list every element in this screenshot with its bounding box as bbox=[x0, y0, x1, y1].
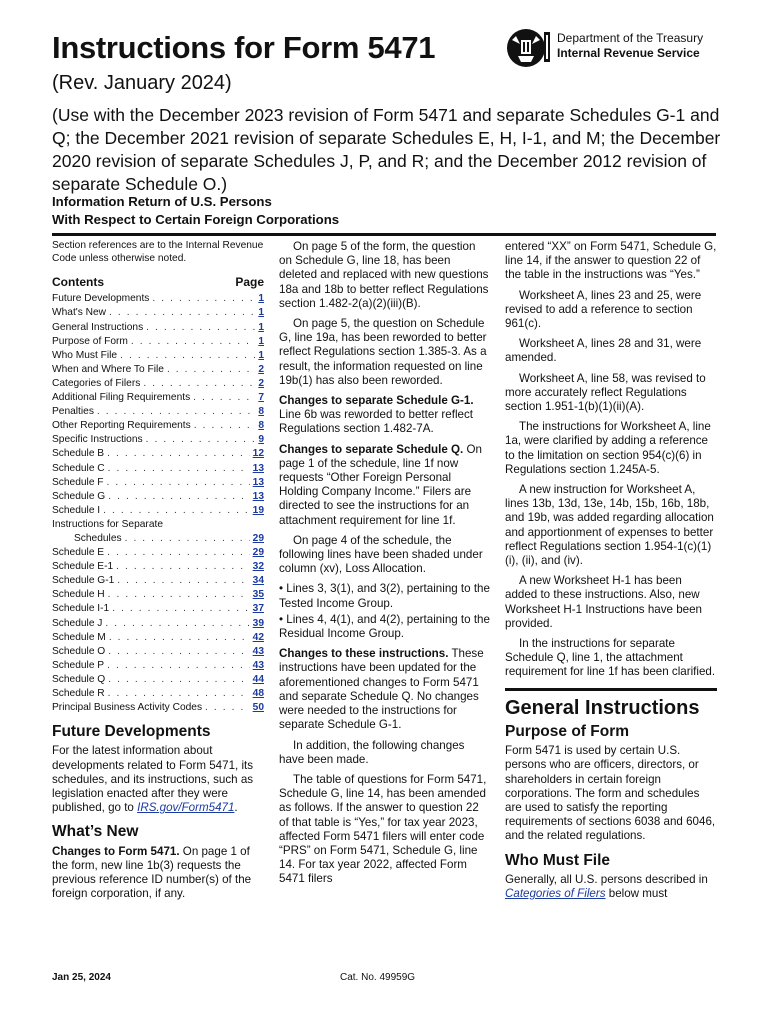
toc-item-label: Specific Instructions bbox=[52, 434, 143, 446]
toc-page-link[interactable]: 29 bbox=[252, 547, 264, 559]
irs-gov-form5471-link[interactable]: IRS.gov/Form5471 bbox=[137, 801, 235, 815]
toc-item[interactable] bbox=[52, 574, 264, 588]
toc-leader-dots bbox=[167, 363, 255, 377]
toc-item-label: Categories of Filers bbox=[52, 377, 141, 389]
toc-item[interactable] bbox=[52, 645, 264, 659]
toc-leader-dots bbox=[131, 335, 255, 349]
footer-catalog-number: Cat. No. 49959G bbox=[340, 972, 416, 983]
toc-item-label: Schedule F bbox=[52, 476, 104, 488]
toc-item-separate-schedules-heading: Instructions for Separate bbox=[52, 518, 163, 530]
toc-page-link[interactable]: 29 bbox=[252, 532, 264, 544]
toc-item-label: Schedule M bbox=[52, 631, 106, 643]
toc-page-link[interactable]: 13 bbox=[252, 462, 264, 474]
toc-leader-dots bbox=[108, 588, 250, 602]
toc-leader-dots bbox=[117, 574, 249, 588]
toc-page-link[interactable]: 43 bbox=[252, 645, 264, 657]
schedule-q-paragraph bbox=[279, 443, 491, 528]
toc-item-label: Penalties bbox=[52, 406, 94, 418]
who-text: Generally, all U.S. persons described in bbox=[505, 872, 708, 886]
section-references-note: Section references are to the Internal Revenue Code unless otherwise noted. bbox=[52, 240, 264, 264]
toc-item[interactable] bbox=[52, 377, 264, 391]
future-end: . bbox=[234, 801, 238, 815]
toc-item[interactable] bbox=[52, 335, 264, 349]
toc-item[interactable] bbox=[52, 687, 264, 701]
toc-page-link[interactable]: 13 bbox=[252, 476, 264, 488]
toc-leader-dots bbox=[116, 560, 249, 574]
bullet-item: • Lines 4, 4(1), and 4(2), pertaining to the Residual Income Group. bbox=[279, 612, 490, 641]
toc-item-label: Other Reporting Requirements bbox=[52, 420, 191, 432]
general-instructions-heading: General Instructions bbox=[505, 688, 717, 715]
toc-page-link[interactable]: 32 bbox=[252, 561, 264, 573]
toc-page-link[interactable]: 1 bbox=[258, 349, 264, 361]
toc-item[interactable] bbox=[52, 349, 264, 363]
who-end: below must bbox=[605, 886, 668, 900]
toc-page-link[interactable]: 7 bbox=[258, 392, 264, 404]
toc-item[interactable] bbox=[52, 405, 264, 419]
toc-page-link[interactable]: 2 bbox=[258, 377, 264, 389]
toc-item-label: Principal Business Activity Codes bbox=[52, 702, 203, 714]
paragraph: A new Worksheet H-1 has been added to these instructions. Also, new Worksheet H-1 Instructions have been provided. bbox=[505, 574, 702, 630]
page-label: Page bbox=[235, 275, 264, 290]
toc-page-link[interactable]: 2 bbox=[258, 363, 264, 375]
toc-item-label: Additional Filing Requirements bbox=[52, 392, 191, 404]
toc-page-link[interactable]: 1 bbox=[258, 307, 264, 319]
footer-date: Jan 25, 2024 bbox=[52, 972, 111, 983]
toc-item[interactable] bbox=[52, 391, 264, 405]
toc-page-link[interactable]: 39 bbox=[252, 617, 264, 629]
toc-leader-dots bbox=[108, 673, 249, 687]
toc-item-label: Schedule I bbox=[52, 504, 101, 516]
toc-leader-dots bbox=[108, 687, 250, 701]
toc-item[interactable] bbox=[52, 321, 264, 335]
paragraph: Worksheet A, lines 23 and 25, were revised to add a reference to section 961(c). bbox=[505, 288, 702, 331]
purpose-of-form-text: Form 5471 is used by certain U.S. persons who are officers, directors, or shareholders in certain foreign corporations. The form and schedules are used to satisfy the reporting requirements of sections 6038 and 6046, and the related regulations. bbox=[505, 744, 716, 843]
schedule-g1-lead: Changes to separate Schedule G-1. bbox=[279, 394, 474, 408]
toc-item[interactable] bbox=[52, 546, 264, 560]
subtitle-line-1: Information Return of U.S. Persons bbox=[52, 194, 272, 209]
instructions-changes-paragraph bbox=[279, 647, 491, 732]
toc-page-link[interactable]: 1 bbox=[258, 293, 264, 305]
toc-leader-dots bbox=[146, 433, 256, 447]
toc-leader-dots bbox=[152, 292, 255, 306]
toc-page-link[interactable]: 43 bbox=[252, 659, 264, 671]
toc-page-link[interactable]: 35 bbox=[252, 589, 264, 601]
toc-page-link[interactable]: 12 bbox=[252, 448, 264, 460]
toc-leader-dots bbox=[97, 405, 255, 419]
page-title: Instructions for Form 5471 bbox=[52, 30, 436, 65]
toc-item[interactable] bbox=[52, 462, 264, 476]
subtitle-line-2: With Respect to Certain Foreign Corporations bbox=[52, 212, 340, 227]
agency-name: Department of the Treasury bbox=[557, 31, 704, 45]
toc-leader-dots bbox=[107, 659, 250, 673]
toc-item[interactable] bbox=[52, 363, 264, 377]
toc-item-label: Schedule Q bbox=[52, 673, 106, 685]
agency-subname: Internal Revenue Service bbox=[557, 46, 700, 60]
column-2 bbox=[279, 240, 491, 893]
who-must-file-text bbox=[505, 873, 717, 901]
who-must-file-heading: Who Must File bbox=[505, 851, 611, 869]
paragraph: Worksheet A, line 58, was revised to more accurately reflect Regulations section 1.951-1(b)(1)(ii)(A). bbox=[505, 371, 706, 414]
toc-item-label: Schedule G bbox=[52, 490, 106, 502]
toc-item-label: Schedule P bbox=[52, 659, 105, 671]
future-text: For the latest information about developments related to Form 5471, its schedules, and its instructions, such as legislation enacted after they were published, go to bbox=[52, 744, 254, 815]
toc-page-link[interactable]: 9 bbox=[258, 434, 264, 446]
paragraph: In the instructions for separate Schedule Q, line 1, the attachment requirement for line 1f has been clarified. bbox=[505, 637, 716, 679]
toc-item[interactable] bbox=[52, 631, 264, 645]
column-1 bbox=[52, 240, 264, 907]
toc-page-link[interactable]: 48 bbox=[252, 688, 264, 700]
instructions-changes-text: These instructions have been updated for the aforementioned changes to Form 5471 and separate Schedule Q. No changes were needed to the instructions for separate Schedule G-1. bbox=[279, 647, 484, 732]
toc-item-label: Who Must File bbox=[52, 349, 118, 361]
toc-item-label: When and Where To File bbox=[52, 363, 164, 375]
schedule-q-text: On page 1 of the schedule, line 1f now requests “Other Foreign Personal Holding Company Income.” Filers are directed to see the instructions for an attachment requirement for line 1f. bbox=[279, 442, 482, 527]
toc-item[interactable] bbox=[52, 659, 264, 673]
toc-item[interactable] bbox=[52, 306, 264, 320]
toc-leader-dots bbox=[108, 490, 249, 504]
paragraph: On page 4 of the schedule, the following lines have been shaded under column (xv), Loss Allocation. bbox=[279, 533, 483, 576]
toc-leader-dots bbox=[194, 419, 256, 433]
toc-item[interactable] bbox=[52, 560, 264, 574]
whats-new-heading: What’s New bbox=[52, 823, 139, 841]
toc-item-label: Schedule B bbox=[52, 448, 105, 460]
toc-item[interactable] bbox=[52, 292, 264, 306]
future-developments-heading: Future Developments bbox=[52, 723, 211, 741]
toc-item-label: Purpose of Form bbox=[52, 335, 128, 347]
paragraph: In addition, the following changes have been made. bbox=[279, 738, 465, 766]
paragraph: On page 5, the question on Schedule G, line 19a, has been reworded to better reflect Regulations section 1.385-3. As a result, the information requested on line 19b(1) has also been reworded. bbox=[279, 317, 487, 387]
schedule-g1-text: Line 6b was reworded to better reflect Regulations section 1.482-7A. bbox=[279, 408, 473, 436]
toc-page-link[interactable]: 1 bbox=[258, 335, 264, 347]
categories-of-filers-link[interactable]: Categories of Filers bbox=[505, 886, 606, 900]
toc-leader-dots bbox=[143, 377, 255, 391]
toc-item[interactable] bbox=[52, 673, 264, 687]
purpose-of-form-heading: Purpose of Form bbox=[505, 722, 630, 740]
toc-leader-dots bbox=[125, 532, 250, 546]
toc-item[interactable] bbox=[52, 617, 264, 631]
revision-use-note: (Use with the December 2023 revision of Form 5471 and separate Schedules G-1 and Q; the December 2021 revision of separate Schedules E, H, I-1, and M; the December 2020 revision of separate Schedules J, P, and R; and the December 2012 revision of separate Schedule O.) bbox=[52, 105, 721, 194]
contents-label: Contents bbox=[52, 275, 104, 290]
irs-eagle-logo-icon bbox=[504, 26, 552, 70]
future-developments-text bbox=[52, 744, 264, 815]
toc-item[interactable] bbox=[52, 532, 264, 546]
toc-item[interactable] bbox=[52, 602, 264, 616]
changes-form-lead: Changes to Form 5471. bbox=[52, 844, 180, 858]
toc-leader-dots bbox=[105, 617, 249, 631]
toc-item[interactable] bbox=[52, 447, 264, 461]
revision-date: (Rev. January 2024) bbox=[52, 72, 232, 94]
toc-page-link[interactable]: 50 bbox=[252, 702, 264, 714]
toc-item-label: What's New bbox=[52, 307, 107, 319]
toc-item-label: Schedule E bbox=[52, 547, 105, 559]
paragraph: entered “XX” on Form 5471, Schedule G, line 14, if the answer to question 22 of the table in the instructions was “Yes.” bbox=[505, 240, 717, 282]
toc-item[interactable] bbox=[52, 504, 264, 518]
toc-item[interactable] bbox=[52, 701, 264, 715]
paragraph: The table of questions for Form 5471, Schedule G, line 14, has been amended as follows. If the answer to question 22 of that table is “Yes,” for tax year 2023, affected Form 5471 filers will enter code “PRS” on Form 5471, Schedule G, line 14. For tax year 2022, affected Form 5471 filers bbox=[279, 772, 487, 886]
schedule-g1-paragraph bbox=[279, 394, 491, 437]
toc-header bbox=[52, 275, 264, 289]
toc-page-link[interactable]: 34 bbox=[252, 575, 264, 587]
toc-leader-dots bbox=[107, 447, 250, 461]
bullet-item: • Lines 3, 3(1), and 3(2), pertaining to the Tested Income Group. bbox=[279, 582, 490, 610]
toc-item[interactable] bbox=[52, 490, 264, 504]
toc-leader-dots bbox=[146, 321, 255, 335]
toc-page-link[interactable]: 42 bbox=[252, 631, 264, 643]
toc-leader-dots bbox=[108, 645, 249, 659]
toc-leader-dots bbox=[205, 701, 250, 715]
toc-item[interactable] bbox=[52, 433, 264, 447]
toc-item-label: Schedule J bbox=[52, 617, 103, 629]
form-subtitle bbox=[52, 193, 339, 229]
toc-page-link[interactable]: 13 bbox=[252, 490, 264, 502]
toc-page-link[interactable]: 19 bbox=[252, 504, 264, 516]
toc-leader-dots bbox=[112, 602, 249, 616]
toc-leader-dots bbox=[109, 631, 250, 645]
toc-leader-dots bbox=[107, 476, 250, 490]
toc-leader-dots bbox=[120, 349, 255, 363]
toc-page-link[interactable]: 8 bbox=[258, 420, 264, 432]
schedule-q-lead: Changes to separate Schedule Q. bbox=[279, 442, 464, 456]
toc-item[interactable] bbox=[52, 476, 264, 490]
paragraph: A new instruction for Worksheet A, lines 13b, 13d, 13e, 14b, 15b, 16b, 18b, and 19b, was added regarding allocation and apportionment of expenses to better reflect Regulations section 1.954-1(c)(1)(i), (ii), and (iv). bbox=[505, 483, 714, 568]
toc-item-label: Schedules bbox=[74, 532, 122, 544]
paragraph: Worksheet A, lines 28 and 31, were amended. bbox=[505, 337, 702, 365]
paragraph: The instructions for Worksheet A, line 1a, were clarified by adding a reference to the limitation on section 954(c)(6) in Regulations section 1.245A-5. bbox=[505, 420, 711, 476]
toc-item-label: General Instructions bbox=[52, 321, 144, 333]
changes-form-text: On page 1 of the form, new line 1b(3) requests the previous reference ID number(s) of the foreign corporation, if any. bbox=[52, 844, 252, 901]
toc-item-label: Schedule O bbox=[52, 645, 106, 657]
toc-leader-dots bbox=[109, 306, 255, 320]
toc-item-label: Schedule H bbox=[52, 589, 105, 601]
toc-page-link[interactable]: 8 bbox=[258, 406, 264, 418]
toc-item-label: Schedule R bbox=[52, 688, 105, 700]
toc-page-link[interactable]: 44 bbox=[252, 673, 264, 685]
table-of-contents-separate bbox=[52, 546, 264, 715]
toc-item-label: Schedule I-1 bbox=[52, 603, 110, 615]
toc-page-link[interactable]: 37 bbox=[252, 603, 264, 615]
toc-item-label: Future Developments bbox=[52, 293, 150, 305]
toc-page-link[interactable]: 1 bbox=[258, 321, 264, 333]
toc-item[interactable] bbox=[52, 588, 264, 602]
toc-leader-dots bbox=[193, 391, 255, 405]
instructions-changes-lead: Changes to these instructions. bbox=[279, 647, 449, 661]
toc-leader-dots bbox=[107, 546, 250, 560]
toc-leader-dots bbox=[108, 462, 250, 476]
toc-leader-dots bbox=[103, 504, 250, 518]
paragraph: On page 5 of the form, the question on Schedule G, line 18, has been deleted and replaced with new questions 18a and 18b to better reflect Regulations section 1.482-2(a)(2)(iii)(B). bbox=[279, 240, 489, 310]
column-3 bbox=[505, 240, 717, 907]
toc-item-label: Schedule G-1 bbox=[52, 575, 115, 587]
toc-item-label: Schedule E-1 bbox=[52, 561, 114, 573]
changes-form-paragraph bbox=[52, 845, 264, 902]
header-rule bbox=[52, 233, 716, 236]
toc-item[interactable] bbox=[52, 419, 264, 433]
toc-item-label: Schedule C bbox=[52, 462, 105, 474]
table-of-contents bbox=[52, 292, 264, 518]
